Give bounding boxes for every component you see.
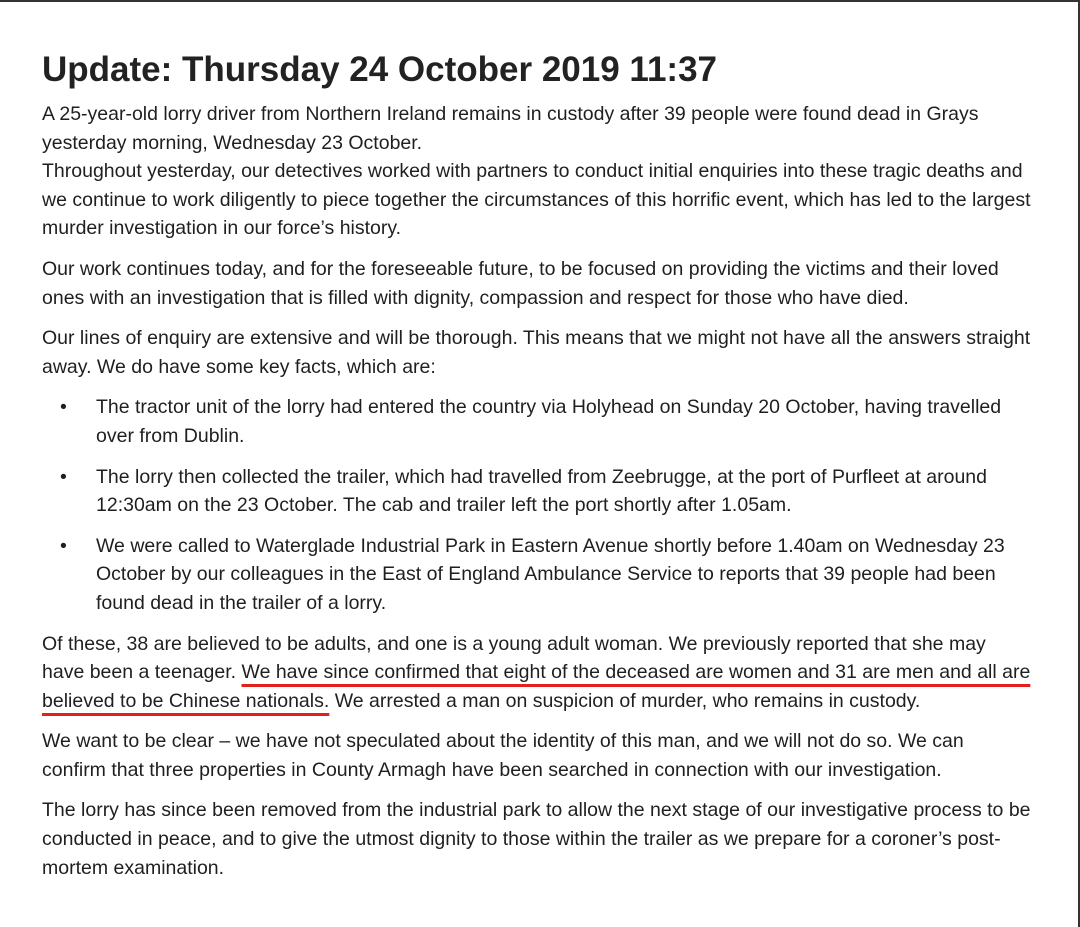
paragraph-detectives: Throughout yesterday, our detectives worked with partners to conduct initial enquiries into these tragic deaths and we continue to work diligently to piece together the circumstances of this horrific event, which has led to the largest murder investigation in our force’s history. <box>42 160 1031 240</box>
list-item-text: The tractor unit of the lorry had entered the country via Holyhead on Sunday 20 October, having travelled over from Dublin. <box>96 396 1002 447</box>
paragraph-identity: We want to be clear – we have not speculated about the identity of this man, and we will not do so. We can confirm that three properties in County Armagh have been searched in connection with our investigation. <box>42 730 964 781</box>
paragraph-custody: A 25-year-old lorry driver from Northern Ireland remains in custody after 39 people were found dead in Grays yesterday morning, Wednesday 23 October. <box>42 103 979 154</box>
list-item-text: The lorry then collected the trailer, which had travelled from Zeebrugge, at the port of Purfleet at around 12:30am on the 23 October. The cab and trailer left the port shortly after 1.05am. <box>96 465 987 517</box>
list-item <box>42 532 1032 618</box>
bullet-icon: • <box>60 396 67 419</box>
paragraph-victims <box>42 630 1032 716</box>
paragraph-lines-of-enquiry: Our lines of enquiry are extensive and will be thorough. This means that we might not have all the answers straight away. We do have some key facts, which are: <box>42 327 1031 378</box>
victims-text-after: We arrested a man on suspicion of murder, who remains in custody. <box>329 689 921 712</box>
victims-text-before: Of these, 38 are believed to be adults, and one is a young adult woman. We previously reported that she may have been a teenager. <box>42 632 986 684</box>
paragraph-lorry-removed: The lorry has since been removed from the industrial park to allow the next stage of our investigative process to be conducted in peace, and to give the utmost dignity to those within the trailer as we prepare for a coroner’s post-mortem examination. <box>42 799 1031 879</box>
paragraph-work-continues: Our work continues today, and for the foreseeable future, to be focused on providing the victims and their loved ones with an investigation that is filled with dignity, compassion and respect for those who have died. <box>42 257 999 309</box>
bullet-icon: • <box>60 534 67 557</box>
bullet-icon: • <box>60 465 67 488</box>
update-heading: Update: Thursday 24 October 2019 11:37 <box>42 50 717 89</box>
list-item <box>42 463 1032 520</box>
article <box>42 48 1032 894</box>
list-item <box>42 393 1032 450</box>
list-item-text: We were called to Waterglade Industrial Park in Eastern Avenue shortly before 1.40am on Wednesday 23 October by our colleagues in the East of England Ambulance Service to reports that 39 people had been found dead in the trailer of a lorry. <box>96 534 1005 614</box>
key-facts-list <box>42 393 1032 617</box>
highlighted-statement: We have since confirmed that eight of the deceased are women and 31 are men and all are believed to be Chinese nationals. <box>42 661 1031 712</box>
